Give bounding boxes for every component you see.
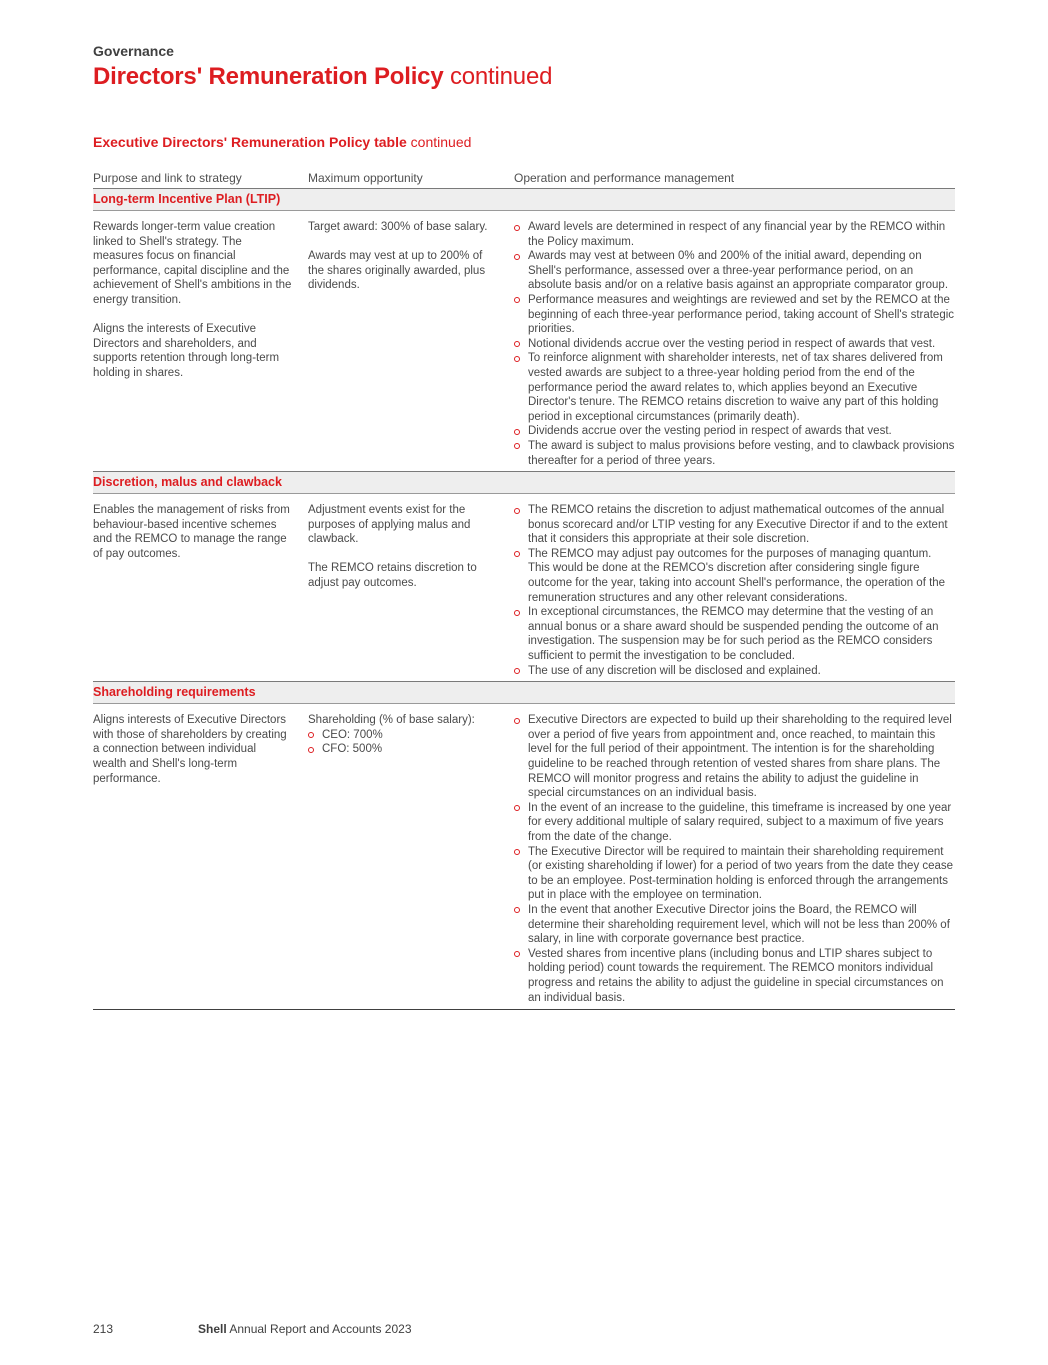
maximum-intro: Shareholding (% of base salary): [308, 714, 475, 727]
column-headers [93, 169, 955, 189]
maximum-item: CEO: 700% [308, 728, 499, 743]
page-title-main: Directors' Remuneration Policy [93, 63, 444, 90]
maximum-cell [308, 220, 514, 468]
page-title-suffix: continued [449, 63, 553, 90]
operation-item: The award is subject to malus provisions before vesting, and to clawback provisions thereafter for a period of three years. [514, 439, 955, 468]
group-header-shareholding: Shareholding requirements [93, 682, 955, 704]
operation-item: The REMCO may adjust pay outcomes for the purposes of managing quantum. This would be done at the REMCO's discretion after considering single figure outcome for the year, taking into account Shell's performance, the operation of the remuneration structures and any other relevant considerations. [514, 547, 955, 605]
operation-item: The Executive Director will be required to maintain their shareholding requirement (or existing shareholding if lower) for a period of two years from the date they cease to be an employee. Post-termination holding is enforced through the arrangements put in place with the employee on termination. [514, 845, 955, 903]
footer-publication-title: Annual Report and Accounts 2023 [229, 1322, 412, 1336]
purpose-paragraph: Enables the management of risks from behaviour-based incentive schemes and the REMCO to manage the range of pay outcomes. [93, 504, 290, 560]
page-title [93, 63, 552, 91]
purpose-cell [93, 503, 308, 678]
column-header-maximum: Maximum opportunity [308, 171, 423, 185]
group-header-discretion: Discretion, malus and clawback [93, 472, 955, 494]
operation-cell [514, 713, 955, 1005]
operation-item: In exceptional circumstances, the REMCO may determine that the vesting of an annual bonus or a share award should be suspended pending the outcome of an investigation. The suspension may be for such period as the REMCO considers sufficient to permit the investigation to be concluded. [514, 605, 955, 663]
operation-item: Notional dividends accrue over the vesting period in respect of awards that vest. [514, 337, 955, 352]
maximum-list [308, 728, 499, 757]
operation-cell [514, 220, 955, 468]
maximum-paragraph: Awards may vest at up to 200% of the shares originally awarded, plus dividends. [308, 250, 486, 292]
maximum-paragraph: The REMCO retains discretion to adjust pay outcomes. [308, 562, 477, 590]
table-heading-main: Executive Directors' Remuneration Policy table [93, 134, 407, 150]
footer-brand-name: Shell [198, 1322, 227, 1336]
operation-item: To reinforce alignment with shareholder interests, net of tax shares delivered from vested awards are subject to a three-year holding period from the end of the performance period the award relates to, which applies beyond an Executive Director's tenure. The REMCO retains discretion to waive any part of this holding period in exceptional circumstances (primarily death). [514, 351, 955, 424]
maximum-paragraph: Target award: 300% of base salary. [308, 221, 488, 233]
group-body-ltip [93, 211, 955, 472]
maximum-paragraph: Adjustment events exist for the purposes of applying malus and clawback. [308, 504, 471, 546]
maximum-cell [308, 503, 514, 678]
maximum-item: CFO: 500% [308, 742, 499, 757]
operation-list [514, 713, 955, 1005]
purpose-paragraph: Aligns the interests of Executive Directors and shareholders, and supports retention through long-term holding in shares. [93, 323, 280, 379]
operation-cell [514, 503, 955, 678]
footer-publication [198, 1322, 412, 1336]
operation-item: In the event of an increase to the guideline, this timeframe is increased by one year for every additional multiple of salary required, subject to a maximum of five years from the date of the change. [514, 801, 955, 845]
policy-table [93, 169, 955, 1010]
purpose-paragraph: Aligns interests of Executive Directors with those of shareholders by creating a connection between individual wealth and Shell's long-term performance. [93, 714, 287, 785]
operation-list [514, 503, 955, 678]
operation-item: Award levels are determined in respect of any financial year by the REMCO within the Policy maximum. [514, 220, 955, 249]
maximum-cell [308, 713, 514, 1005]
operation-item: The REMCO retains the discretion to adjust mathematical outcomes of the annual bonus scorecard and/or LTIP vesting for any Executive Director if and to the extent that it considers this appropriate at their sole discretion. [514, 503, 955, 547]
operation-item: Awards may vest at between 0% and 200% of the initial award, depending on Shell's performance, assessed over a three-year performance period, on an absolute basis and/or on a relative basis against an appropriate comparator group. [514, 249, 955, 293]
column-header-operation: Operation and performance management [514, 171, 735, 185]
operation-item: Dividends accrue over the vesting period in respect of awards that vest. [514, 424, 955, 439]
group-header-ltip: Long-term Incentive Plan (LTIP) [93, 189, 955, 211]
operation-item: In the event that another Executive Director joins the Board, the REMCO will determine their shareholding requirement level, which will not be less than 200% of salary, in line with corporate governance best practice. [514, 903, 955, 947]
table-heading-suffix: continued [410, 134, 472, 150]
group-body-discretion [93, 494, 955, 682]
purpose-cell [93, 220, 308, 468]
purpose-cell [93, 713, 308, 1005]
section-label: Governance [93, 43, 174, 59]
group-body-shareholding [93, 704, 955, 1010]
purpose-paragraph: Rewards longer-term value creation linked to Shell's strategy. The measures focus on financial performance, capital discipline and the achievement of Shell's ambitions in the energy transition. [93, 221, 292, 306]
operation-item: Executive Directors are expected to build up their shareholding to the required level over a period of five years from appointment and, once reached, to maintain this level for the full period of their appointment. The intention is for the shareholding guideline to be reached through retention of vested shares from share plans. The REMCO will monitor progress and retains the ability to adjust the guideline in special circumstances on an individual basis. [514, 713, 955, 801]
operation-item: Performance measures and weightings are reviewed and set by the REMCO at the beginning of each three-year performance period, taking account of Shell's strategic priorities. [514, 293, 955, 337]
page-number: 213 [93, 1322, 114, 1336]
operation-item: Vested shares from incentive plans (including bonus and LTIP shares subject to holding period) count towards the requirement. The REMCO monitors individual progress and retains the ability to adjust the guideline in special circumstances on an individual basis. [514, 947, 955, 1005]
operation-list [514, 220, 955, 468]
operation-item: The use of any discretion will be disclosed and explained. [514, 664, 955, 679]
column-header-purpose: Purpose and link to strategy [93, 171, 242, 185]
table-heading [93, 134, 471, 150]
